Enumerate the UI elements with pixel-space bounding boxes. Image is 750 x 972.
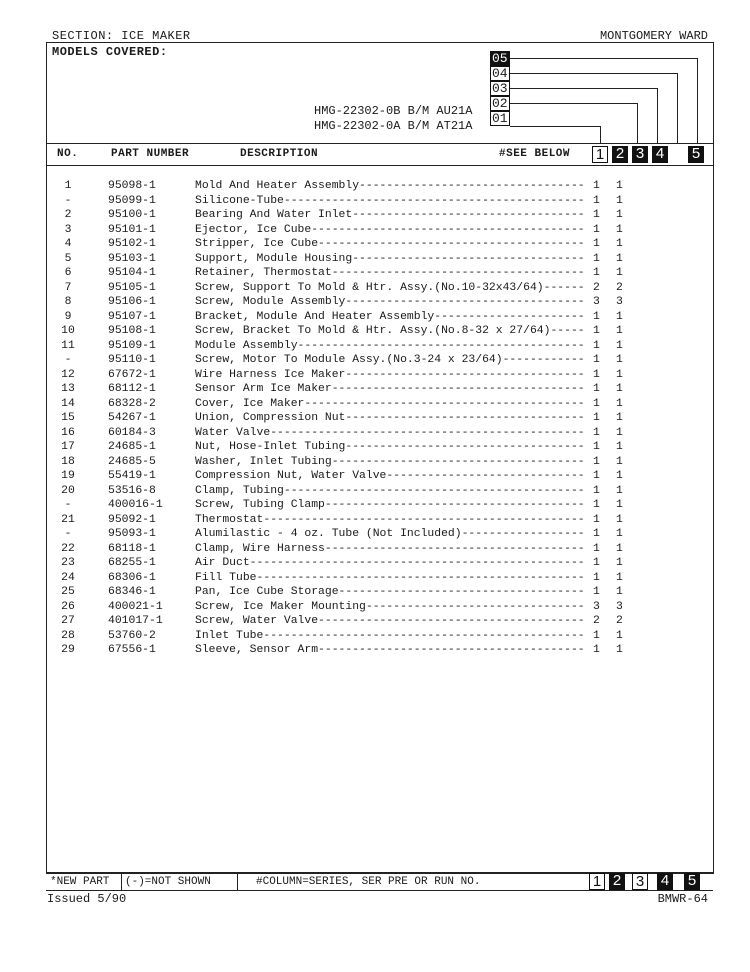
part-description: Screw, Support To Mold & Htr. Assy.(No.10-32x43/64)------ bbox=[195, 281, 585, 294]
quantity-series-1: 1 bbox=[593, 397, 600, 410]
quantity-series-1: 1 bbox=[593, 586, 600, 598]
quantity-series-2: 1 bbox=[616, 209, 623, 221]
quantity-series-1: 1 bbox=[593, 484, 600, 497]
quantity-series-2: 1 bbox=[616, 267, 623, 279]
quantity-series-2: 1 bbox=[616, 180, 623, 192]
part-description: Screw, Motor To Module Assy.(No.3-24 x 23/64)------------ bbox=[195, 354, 585, 366]
footer-new-part: *NEW PART bbox=[50, 876, 110, 888]
part-description: Sensor Arm Ice Maker------------------------------------- bbox=[195, 383, 585, 395]
table-row bbox=[46, 354, 712, 369]
quantity-series-1: 1 bbox=[593, 426, 600, 439]
quantity-series-1: 1 bbox=[593, 470, 600, 482]
part-number: 95107-1 bbox=[108, 310, 156, 323]
part-description: Thermostat----------------------------------------------- bbox=[195, 513, 585, 526]
part-description: Air Duct------------------------------------------------- bbox=[195, 557, 585, 569]
table-row bbox=[46, 586, 712, 601]
quantity-series-2: 1 bbox=[616, 325, 623, 337]
part-description: Water Valve---------------------------------------------- bbox=[195, 426, 585, 439]
table-row bbox=[46, 311, 712, 326]
part-description: Wire Harness Ice Maker----------------------------------- bbox=[195, 368, 585, 381]
part-number: 68328-2 bbox=[108, 397, 156, 410]
part-number: 68306-1 bbox=[108, 571, 156, 584]
quantity-series-1: 1 bbox=[593, 180, 600, 192]
quantity-series-1: 1 bbox=[593, 412, 600, 424]
quantity-series-2: 2 bbox=[616, 281, 623, 294]
part-number: 95104-1 bbox=[108, 267, 156, 279]
quantity-series-2: 1 bbox=[616, 252, 623, 265]
part-number: 55419-1 bbox=[108, 470, 156, 482]
part-number: 24685-5 bbox=[108, 455, 156, 468]
table-row bbox=[46, 441, 712, 456]
quantity-series-2: 1 bbox=[616, 528, 623, 540]
table-row bbox=[46, 195, 712, 210]
part-description: Fill Tube------------------------------------------------ bbox=[195, 571, 585, 584]
part-item-number: - bbox=[64, 528, 72, 540]
part-item-number: 4 bbox=[64, 238, 72, 250]
part-description: Pan, Ice Cube Storage------------------------------------ bbox=[195, 586, 585, 598]
part-item-number: - bbox=[64, 499, 72, 511]
quantity-series-1: 1 bbox=[593, 238, 600, 250]
table-row bbox=[46, 470, 712, 485]
part-number: 95106-1 bbox=[108, 296, 156, 308]
series-col-3: 3 bbox=[632, 146, 648, 163]
part-item-number: 20 bbox=[61, 484, 75, 497]
part-item-number: 11 bbox=[61, 339, 75, 352]
part-item-number: 2 bbox=[64, 209, 72, 221]
footer-series-1: 1 bbox=[589, 873, 605, 890]
series-code-04: 04 bbox=[490, 66, 510, 81]
quantity-series-2: 1 bbox=[616, 397, 623, 410]
part-number: 53516-8 bbox=[108, 484, 156, 497]
header-top-rule bbox=[46, 143, 713, 144]
quantity-series-1: 1 bbox=[593, 455, 600, 468]
quantity-series-2: 1 bbox=[616, 339, 623, 352]
quantity-series-2: 1 bbox=[616, 455, 623, 468]
quantity-series-1: 2 bbox=[593, 615, 600, 627]
quantity-series-1: 1 bbox=[593, 354, 600, 366]
quantity-series-2: 1 bbox=[616, 441, 623, 453]
part-item-number: 5 bbox=[64, 252, 72, 265]
part-number: 68112-1 bbox=[108, 383, 156, 395]
part-description: Washer, Inlet Tubing------------------------------------- bbox=[195, 455, 585, 468]
quantity-series-2: 1 bbox=[616, 194, 623, 207]
part-item-number: 19 bbox=[61, 470, 75, 482]
series-col-2: 2 bbox=[612, 146, 628, 163]
table-row bbox=[46, 369, 712, 384]
series-col-4: 4 bbox=[652, 146, 668, 163]
table-row bbox=[46, 557, 712, 572]
quantity-series-1: 1 bbox=[593, 571, 600, 584]
part-description: Module Assembly------------------------------------------ bbox=[195, 339, 585, 352]
part-number: 95102-1 bbox=[108, 238, 156, 250]
series-code-03: 03 bbox=[490, 81, 510, 96]
series-col-5: 5 bbox=[688, 146, 704, 163]
quantity-series-2: 1 bbox=[616, 571, 623, 584]
table-row bbox=[46, 209, 712, 224]
quantity-series-1: 3 bbox=[593, 296, 600, 308]
quantity-series-1: 1 bbox=[593, 557, 600, 569]
part-number: 95098-1 bbox=[108, 180, 156, 192]
part-item-number: 25 bbox=[61, 586, 75, 598]
part-number: 400021-1 bbox=[108, 600, 163, 613]
quantity-series-2: 1 bbox=[616, 542, 623, 555]
table-row bbox=[46, 325, 712, 340]
part-description: Bracket, Module And Heater Assembly---------------------- bbox=[195, 310, 585, 323]
col-header-part-number: PART NUMBER bbox=[111, 148, 190, 160]
part-item-number: - bbox=[64, 354, 72, 366]
quantity-series-2: 1 bbox=[616, 484, 623, 497]
part-number: 95110-1 bbox=[108, 354, 156, 366]
quantity-series-2: 1 bbox=[616, 586, 623, 598]
part-item-number: 28 bbox=[61, 629, 75, 642]
part-description: Screw, Water Valve--------------------------------------- bbox=[195, 615, 585, 627]
part-item-number: - bbox=[64, 194, 72, 207]
quantity-series-1: 1 bbox=[593, 383, 600, 395]
footer-divider-1 bbox=[121, 872, 122, 890]
part-number: 67672-1 bbox=[108, 368, 156, 381]
quantity-series-2: 1 bbox=[616, 354, 623, 366]
col-header-see-below: #SEE BELOW bbox=[499, 148, 571, 160]
part-item-number: 24 bbox=[61, 571, 75, 584]
part-description: Screw, Ice Maker Mounting-------------------------------- bbox=[195, 600, 585, 613]
table-row bbox=[46, 267, 712, 282]
footer-column-note: #COLUMN=SERIES, SER PRE OR RUN NO. bbox=[256, 876, 481, 888]
brand-name: MONTGOMERY WARD bbox=[599, 29, 708, 43]
quantity-series-1: 1 bbox=[593, 267, 600, 279]
footer-series-3: 3 bbox=[632, 873, 648, 890]
part-item-number: 26 bbox=[61, 600, 75, 613]
table-row bbox=[46, 427, 712, 442]
model-line-1: HMG-22302-0B B/M AU21A bbox=[314, 104, 473, 118]
table-row bbox=[46, 224, 712, 239]
part-item-number: 6 bbox=[64, 267, 72, 279]
part-item-number: 8 bbox=[64, 296, 72, 308]
part-description: Stripper, Ice Cube--------------------------------------- bbox=[195, 238, 585, 250]
quantity-series-1: 1 bbox=[593, 513, 600, 526]
part-number: 95101-1 bbox=[108, 223, 156, 236]
part-item-number: 7 bbox=[64, 281, 72, 294]
table-row bbox=[46, 340, 712, 355]
quantity-series-1: 1 bbox=[593, 441, 600, 453]
quantity-series-2: 1 bbox=[616, 629, 623, 642]
part-item-number: 23 bbox=[61, 557, 75, 569]
part-item-number: 29 bbox=[61, 644, 75, 656]
table-row bbox=[46, 383, 712, 398]
part-number: 95092-1 bbox=[108, 513, 156, 526]
quantity-series-1: 1 bbox=[593, 629, 600, 642]
part-number: 95093-1 bbox=[108, 528, 156, 540]
part-number: 401017-1 bbox=[108, 615, 163, 627]
table-row bbox=[46, 514, 712, 529]
section-title: SECTION: ICE MAKER bbox=[52, 29, 191, 43]
quantity-series-2: 1 bbox=[616, 368, 623, 381]
part-number: 400016-1 bbox=[108, 499, 163, 511]
quantity-series-2: 1 bbox=[616, 513, 623, 526]
table-row bbox=[46, 180, 712, 195]
part-number: 60184-3 bbox=[108, 426, 156, 439]
part-item-number: 22 bbox=[61, 542, 75, 555]
issued-date: Issued 5/90 bbox=[47, 892, 127, 906]
quantity-series-1: 1 bbox=[593, 339, 600, 352]
part-item-number: 3 bbox=[64, 223, 72, 236]
table-row bbox=[46, 238, 712, 253]
quantity-series-1: 1 bbox=[593, 542, 600, 555]
part-description: Nut, Hose-Inlet Tubing----------------------------------- bbox=[195, 441, 585, 453]
quantity-series-1: 1 bbox=[593, 194, 600, 207]
quantity-series-1: 1 bbox=[593, 310, 600, 323]
quantity-series-1: 1 bbox=[593, 325, 600, 337]
col-header-no: NO. bbox=[57, 148, 79, 160]
quantity-series-1: 3 bbox=[593, 600, 600, 613]
quantity-series-2: 1 bbox=[616, 557, 623, 569]
part-description: Union, Compression Nut----------------------------------- bbox=[195, 412, 585, 424]
part-number: 95108-1 bbox=[108, 325, 156, 337]
footer-series-2: 2 bbox=[609, 873, 625, 890]
part-number: 53760-2 bbox=[108, 629, 156, 642]
quantity-series-1: 1 bbox=[593, 644, 600, 656]
part-description: Clamp, Tubing-------------------------------------------- bbox=[195, 484, 585, 497]
quantity-series-2: 1 bbox=[616, 470, 623, 482]
part-number: 68255-1 bbox=[108, 557, 156, 569]
part-item-number: 13 bbox=[61, 383, 75, 395]
table-row bbox=[46, 528, 712, 543]
part-description: Alumilastic - 4 oz. Tube (Not Included)------------------ bbox=[195, 528, 585, 540]
table-row bbox=[46, 412, 712, 427]
part-number: 67556-1 bbox=[108, 644, 156, 656]
part-description: Retainer, Thermostat------------------------------------- bbox=[195, 267, 585, 279]
table-row bbox=[46, 499, 712, 514]
part-number: 95100-1 bbox=[108, 209, 156, 221]
quantity-series-1: 1 bbox=[593, 209, 600, 221]
part-description: Support, Module Housing---------------------------------- bbox=[195, 252, 585, 265]
quantity-series-2: 3 bbox=[616, 600, 623, 613]
table-row bbox=[46, 543, 712, 558]
part-description: Screw, Module Assembly----------------------------------- bbox=[195, 296, 585, 308]
quantity-series-2: 1 bbox=[616, 238, 623, 250]
table-row bbox=[46, 253, 712, 268]
part-number: 95099-1 bbox=[108, 194, 156, 207]
part-item-number: 21 bbox=[61, 513, 75, 526]
part-item-number: 17 bbox=[61, 441, 75, 453]
quantity-series-2: 1 bbox=[616, 383, 623, 395]
quantity-series-2: 1 bbox=[616, 499, 623, 511]
parts-table bbox=[46, 180, 712, 659]
quantity-series-2: 3 bbox=[616, 296, 623, 308]
table-row bbox=[46, 572, 712, 587]
part-number: 68346-1 bbox=[108, 586, 156, 598]
part-description: Sleeve, Sensor Arm--------------------------------------- bbox=[195, 644, 585, 656]
quantity-series-1: 1 bbox=[593, 499, 600, 511]
quantity-series-2: 1 bbox=[616, 426, 623, 439]
models-covered-label: MODELS COVERED: bbox=[52, 45, 168, 59]
part-item-number: 12 bbox=[61, 368, 75, 381]
model-line-2: HMG-22302-0A B/M AT21A bbox=[314, 119, 473, 133]
table-row bbox=[46, 644, 712, 659]
part-number: 68118-1 bbox=[108, 542, 156, 555]
table-row bbox=[46, 615, 712, 630]
quantity-series-2: 2 bbox=[616, 615, 623, 627]
header-bottom-rule bbox=[46, 165, 713, 166]
table-row bbox=[46, 456, 712, 471]
quantity-series-2: 1 bbox=[616, 223, 623, 236]
table-row bbox=[46, 282, 712, 297]
part-description: Bearing And Water Inlet---------------------------------- bbox=[195, 209, 585, 221]
series-col-1: 1 bbox=[592, 146, 608, 163]
table-row bbox=[46, 630, 712, 645]
series-code-05: 05 bbox=[490, 51, 510, 66]
table-row bbox=[46, 398, 712, 413]
part-number: 54267-1 bbox=[108, 412, 156, 424]
quantity-series-2: 1 bbox=[616, 412, 623, 424]
part-item-number: 9 bbox=[64, 310, 72, 323]
part-description: Clamp, Wire Harness-------------------------------------- bbox=[195, 542, 585, 555]
part-description: Screw, Bracket To Mold & Htr. Assy.(No.8-32 x 27/64)----- bbox=[195, 325, 585, 337]
table-row bbox=[46, 296, 712, 311]
part-number: 95109-1 bbox=[108, 339, 156, 352]
quantity-series-2: 1 bbox=[616, 310, 623, 323]
series-code-02: 02 bbox=[490, 96, 510, 111]
part-description: Mold And Heater Assembly--------------------------------- bbox=[195, 180, 585, 192]
footer-bottom-rule bbox=[46, 890, 713, 891]
quantity-series-1: 1 bbox=[593, 252, 600, 265]
part-item-number: 27 bbox=[61, 615, 75, 627]
part-item-number: 10 bbox=[61, 325, 75, 337]
footer-series-4: 4 bbox=[657, 873, 673, 890]
series-code-01: 01 bbox=[490, 111, 510, 126]
part-description: Compression Nut, Water Valve----------------------------- bbox=[195, 470, 585, 482]
footer-not-shown: (-)=NOT SHOWN bbox=[125, 876, 211, 888]
col-header-description: DESCRIPTION bbox=[240, 148, 319, 160]
quantity-series-1: 1 bbox=[593, 528, 600, 540]
part-item-number: 16 bbox=[61, 426, 75, 439]
quantity-series-2: 1 bbox=[616, 644, 623, 656]
footer-divider-2 bbox=[237, 872, 238, 890]
quantity-series-1: 1 bbox=[593, 223, 600, 236]
quantity-series-1: 1 bbox=[593, 368, 600, 381]
part-description: Silicone-Tube-------------------------------------------- bbox=[195, 194, 585, 207]
part-description: Screw, Tubing Clamp-------------------------------------- bbox=[195, 499, 585, 511]
part-description: Inlet Tube----------------------------------------------- bbox=[195, 629, 585, 642]
table-row bbox=[46, 601, 712, 616]
part-number: 24685-1 bbox=[108, 441, 156, 453]
part-item-number: 1 bbox=[64, 180, 72, 192]
part-number: 95105-1 bbox=[108, 281, 156, 294]
part-number: 95103-1 bbox=[108, 252, 156, 265]
part-description: Cover, Ice Maker----------------------------------------- bbox=[195, 397, 585, 410]
part-item-number: 14 bbox=[61, 397, 75, 410]
part-description: Ejector, Ice Cube---------------------------------------- bbox=[195, 223, 585, 236]
part-item-number: 18 bbox=[61, 455, 75, 468]
quantity-series-1: 2 bbox=[593, 281, 600, 294]
footer-series-5: 5 bbox=[684, 873, 700, 890]
document-id: BMWR-64 bbox=[657, 892, 708, 906]
table-row bbox=[46, 485, 712, 500]
part-item-number: 15 bbox=[61, 412, 75, 424]
